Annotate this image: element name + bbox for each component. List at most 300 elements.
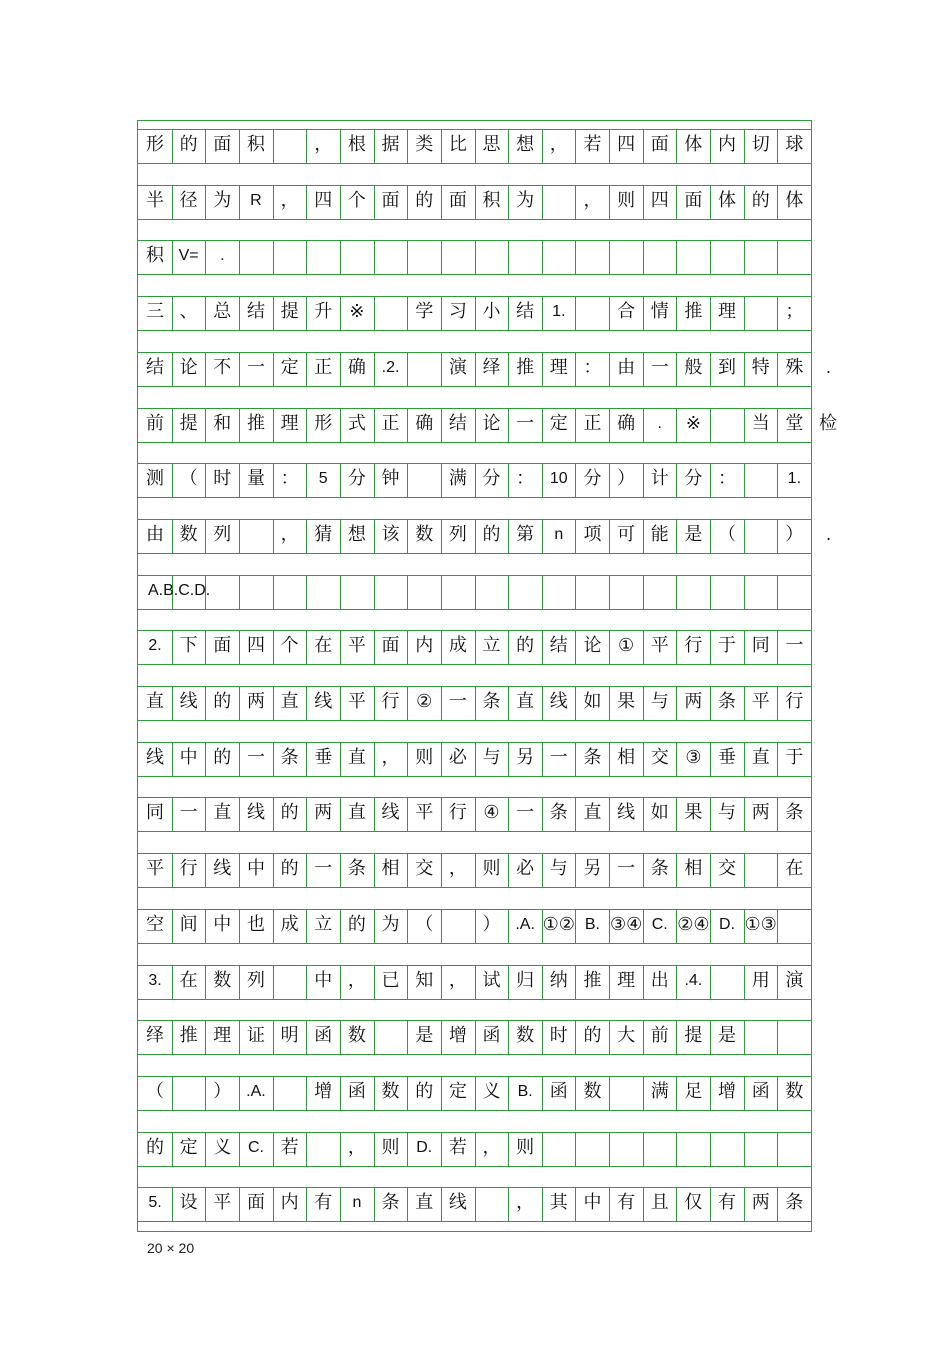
grid-cell-text: 间 <box>179 913 198 935</box>
outside-period-mark: . <box>826 523 832 544</box>
grid-cell-text: C. <box>247 1138 264 1156</box>
grid-line <box>777 240 778 274</box>
grid-cell-text: 理 <box>617 969 636 991</box>
grid-cell-text: 直 <box>415 1192 434 1214</box>
grid-cell-text: 情 <box>650 301 669 323</box>
grid-line <box>542 575 543 609</box>
grid-cell-text: 3. <box>148 971 162 989</box>
grid-cell-text: 行 <box>381 691 400 712</box>
grid-size-label: 20 × 20 <box>147 1240 195 1256</box>
grid-cell-text: 平 <box>213 1192 232 1214</box>
grid-cell-text: 面 <box>684 189 703 211</box>
grid-cell-text: 总 <box>213 301 232 323</box>
grid-cell-text: ， <box>347 969 366 991</box>
grid-cell-text: 结 <box>146 356 164 378</box>
grid-cell-text: 切 <box>751 134 770 155</box>
grid-line <box>609 575 610 609</box>
grid-line <box>138 274 811 275</box>
grid-line <box>138 720 811 721</box>
grid-cell-text: 知 <box>415 969 434 991</box>
grid-cell-text: 推 <box>583 969 602 991</box>
grid-cell-text: 函 <box>751 1080 770 1102</box>
grid-cell-text: ③ <box>685 746 702 768</box>
grid-line <box>273 240 274 274</box>
grid-cell-text: D. <box>719 915 736 933</box>
grid-line <box>676 1132 677 1166</box>
grid-cell-text: A.B.C.D. <box>148 581 211 599</box>
grid-cell-text: 则 <box>482 858 501 880</box>
grid-cell-text: 结 <box>549 635 568 657</box>
grid-cell-text: 条 <box>549 802 568 824</box>
grid-cell-text: 结 <box>246 301 265 323</box>
grid-cell-text: 中 <box>213 913 232 935</box>
grid-cell-text: ， <box>280 189 299 211</box>
grid-cell-text: 积 <box>246 134 265 155</box>
grid-cell-text: 于 <box>718 635 737 657</box>
grid-line <box>138 219 811 220</box>
grid-cell-text: 是 <box>415 1025 434 1047</box>
grid-line <box>138 442 811 443</box>
grid-cell-text: 内 <box>718 134 737 155</box>
grid-cell-text: 空 <box>146 913 164 935</box>
grid-line <box>508 240 509 274</box>
grid-cell-text: ： <box>280 468 299 490</box>
grid-cell-text: ： <box>516 468 535 490</box>
grid-line <box>306 575 307 609</box>
grid-cell-text: 线 <box>314 691 333 712</box>
grid-cell-text: 理 <box>280 412 299 434</box>
grid-cell-text: .A. <box>246 1082 266 1100</box>
grid-line <box>609 240 610 274</box>
grid-cell-text: 相 <box>684 858 703 880</box>
grid-cell-text: n <box>352 1194 362 1212</box>
grid-cell-text: 径 <box>179 189 198 211</box>
grid-cell-text: 根 <box>347 134 366 155</box>
grid-cell-text: 半 <box>146 189 164 211</box>
grid-cell-text: 于 <box>785 746 804 768</box>
grid-cell-text: 条 <box>718 691 737 712</box>
grid-cell-text: 立 <box>482 635 501 657</box>
grid-cell-text: 条 <box>381 1192 400 1214</box>
grid-cell-text: 交 <box>415 858 434 880</box>
grid-cell-text: 义 <box>482 1080 501 1102</box>
grid-cell-text: 殊 <box>785 356 804 378</box>
grid-line <box>138 1054 811 1055</box>
grid-cell-text: 直 <box>146 691 164 712</box>
grid-cell-text: 在 <box>179 969 198 991</box>
grid-cell-text: B. <box>517 1082 533 1100</box>
grid-cell-text: 第 <box>516 523 535 545</box>
grid-cell-text: ： <box>718 468 737 490</box>
grid-cell-text: 演 <box>448 356 467 378</box>
grid-line <box>138 776 811 777</box>
grid-cell-text: 满 <box>650 1080 669 1102</box>
grid-cell-text: 相 <box>381 858 400 880</box>
grid-cell-text: 猜 <box>314 523 333 545</box>
grid-cell-text: 面 <box>650 134 669 155</box>
grid-cell-text: ） <box>617 468 636 490</box>
grid-cell-text: ， <box>314 134 333 155</box>
grid-line <box>710 575 711 609</box>
grid-cell-text: 线 <box>381 802 400 824</box>
grid-cell-text: 面 <box>381 189 400 211</box>
grid-cell-text: ① <box>618 635 635 657</box>
grid-cell-text: 行 <box>179 858 198 880</box>
grid-cell-text: ， <box>448 858 467 880</box>
grid-cell-text: 两 <box>751 802 770 824</box>
grid-cell-text: 一 <box>516 412 535 434</box>
grid-cell-text: 交 <box>718 858 737 880</box>
grid-line <box>407 575 408 609</box>
grid-cell-text: 条 <box>583 746 602 768</box>
grid-cell-text: 理 <box>549 356 568 378</box>
grid-cell-text: 的 <box>146 1136 164 1158</box>
grid-line <box>138 1166 811 1167</box>
grid-cell-text: 当 <box>751 412 770 434</box>
grid-line <box>138 664 811 665</box>
grid-cell-text: 推 <box>246 412 265 434</box>
grid-line <box>676 240 677 274</box>
grid-cell-text: 垂 <box>314 746 333 768</box>
grid-cell-text: 比 <box>448 134 467 155</box>
grid-cell-text: 则 <box>516 1136 535 1158</box>
grid-cell-text: 的 <box>347 913 366 935</box>
grid-cell-text: 的 <box>280 858 299 880</box>
grid-cell-text: 条 <box>785 802 804 824</box>
grid-cell-text: 线 <box>448 1192 467 1214</box>
grid-line <box>777 575 778 609</box>
grid-cell-text: 的 <box>482 523 501 545</box>
grid-cell-text: 同 <box>751 635 770 657</box>
grid-cell-text: 增 <box>448 1025 467 1047</box>
grid-cell-text: 的 <box>583 1025 602 1047</box>
grid-cell-text: 由 <box>146 523 164 545</box>
grid-cell-text: 前 <box>650 1025 669 1047</box>
grid-cell-text: 的 <box>415 1080 434 1102</box>
grid-cell-text: ， <box>583 189 602 211</box>
grid-cell-text: 到 <box>718 356 737 378</box>
grid-cell-text: R <box>250 191 262 209</box>
grid-cell-text: 平 <box>415 802 434 824</box>
grid-cell-text: 绎 <box>146 1025 164 1047</box>
grid-cell-text: ， <box>549 134 568 155</box>
grid-line <box>138 1221 811 1222</box>
grid-cell-text: 线 <box>246 802 265 824</box>
grid-cell-text: 直 <box>213 802 232 824</box>
grid-cell-text: 5. <box>148 1194 162 1212</box>
grid-cell-text: 一 <box>448 691 467 712</box>
grid-cell-text: 中 <box>583 1192 602 1214</box>
grid-cell-text: 试 <box>482 969 501 991</box>
grid-cell-text: 在 <box>314 635 333 657</box>
grid-cell-text: 前 <box>146 412 164 434</box>
grid-cell-text: 是 <box>718 1025 737 1047</box>
grid-cell-text: 式 <box>347 412 366 434</box>
grid-line <box>643 1132 644 1166</box>
grid-line <box>475 575 476 609</box>
grid-cell-text: 直 <box>751 746 770 768</box>
grid-line <box>138 386 811 387</box>
grid-cell-text: 两 <box>684 691 703 712</box>
grid-cell-text: 理 <box>718 301 737 323</box>
grid-line <box>542 240 543 274</box>
grid-cell-text: 的 <box>213 691 232 712</box>
grid-cell-text: 提 <box>179 412 198 434</box>
grid-cell-text: . <box>220 247 225 265</box>
grid-cell-text: 量 <box>246 468 265 490</box>
grid-cell-text: 有 <box>314 1192 333 1214</box>
grid-cell-text: 条 <box>280 746 299 768</box>
grid-cell-text: 如 <box>583 691 602 712</box>
grid-cell-text: 的 <box>751 189 770 211</box>
grid-cell-text: 有 <box>718 1192 737 1214</box>
grid-cell-text: ③④ <box>609 913 643 935</box>
grid-cell-text: 面 <box>213 134 232 155</box>
grid-line <box>273 575 274 609</box>
grid-cell-text: 定 <box>280 356 299 378</box>
grid-cell-text: 平 <box>650 635 669 657</box>
grid-cell-text: 必 <box>448 746 467 768</box>
grid-cell-text: 推 <box>684 301 703 323</box>
grid-cell-text: 有 <box>617 1192 636 1214</box>
grid-cell-text: 一 <box>246 746 265 768</box>
grid-line <box>575 575 576 609</box>
grid-cell-text: 中 <box>179 746 198 768</box>
grid-cell-text: （ <box>718 523 737 545</box>
grid-cell-text: 列 <box>246 969 265 991</box>
grid-cell-text: ） <box>482 913 501 935</box>
grid-cell-text: 若 <box>583 134 602 155</box>
grid-cell-text: 同 <box>146 802 164 824</box>
grid-cell-text: ） <box>785 523 804 545</box>
grid-cell-text: 直 <box>516 691 535 712</box>
grid-cell-text: ， <box>482 1136 501 1158</box>
grid-cell-text: （ <box>415 913 434 935</box>
grid-cell-text: 5 <box>318 470 328 488</box>
grid-line <box>340 240 341 274</box>
grid-cell-text: 行 <box>785 691 804 712</box>
grid-cell-text: 已 <box>381 969 400 991</box>
grid-cell-text: 小 <box>482 301 501 323</box>
grid-cell-text: 成 <box>280 913 299 935</box>
grid-cell-text: 义 <box>213 1136 232 1158</box>
grid-cell-text: 则 <box>415 746 434 768</box>
writing-grid-sheet <box>137 120 837 1232</box>
grid-cell-text: 一 <box>785 635 804 657</box>
grid-cell-text: 形 <box>314 412 333 434</box>
grid-cell-text: 数 <box>516 1025 535 1047</box>
grid-cell-text: 数 <box>179 523 198 545</box>
grid-cell-text: 能 <box>650 523 669 545</box>
grid-cell-text: 必 <box>516 858 535 880</box>
grid-cell-text: 直 <box>347 802 366 824</box>
grid-cell-text: 条 <box>650 858 669 880</box>
grid-cell-text: ①② <box>542 913 575 935</box>
grid-line <box>676 575 677 609</box>
grid-cell-text: 正 <box>381 412 400 434</box>
grid-cell-text: 项 <box>583 523 602 545</box>
grid-cell-text: 证 <box>246 1025 265 1047</box>
grid-line <box>441 575 442 609</box>
grid-line <box>475 240 476 274</box>
grid-cell-text: 三 <box>146 301 164 323</box>
grid-cell-text: 两 <box>246 691 265 712</box>
grid-cell-text: 若 <box>280 1136 299 1158</box>
grid-cell-text: 测 <box>146 468 164 490</box>
grid-line <box>138 831 811 832</box>
grid-cell-text: 特 <box>751 356 770 378</box>
grid-cell-text: 为 <box>516 189 535 211</box>
grid-cell-text: 分 <box>684 468 703 490</box>
grid-cell-text: 面 <box>448 189 467 211</box>
grid-cell-text: 正 <box>314 356 333 378</box>
grid-cell-text: 的 <box>213 746 232 768</box>
grid-cell-text: 平 <box>751 691 770 712</box>
grid-cell-text: 形 <box>146 134 164 155</box>
grid-cell-text: 内 <box>280 1192 299 1214</box>
grid-cell-text: 线 <box>617 802 636 824</box>
grid-cell-text: 平 <box>347 635 366 657</box>
grid-cell-text: 由 <box>617 356 636 378</box>
grid-cell-text: 两 <box>314 802 333 824</box>
grid-cell-text: 果 <box>617 691 636 712</box>
grid-cell-text: 列 <box>213 523 232 545</box>
grid-cell-text: 条 <box>482 691 501 712</box>
grid-cell-text: 函 <box>314 1025 333 1047</box>
grid-cell-text: .4. <box>684 971 703 989</box>
grid-cell-text: 时 <box>213 468 232 490</box>
grid-cell-text: 增 <box>718 1080 737 1102</box>
grid-line <box>744 575 745 609</box>
grid-cell-text: 明 <box>280 1025 299 1047</box>
grid-cell-text: 行 <box>448 802 467 824</box>
grid-cell-text: 提 <box>684 1025 703 1047</box>
grid-cell-text: 检 <box>819 412 837 434</box>
grid-line <box>744 240 745 274</box>
grid-cell-text: 纳 <box>549 969 568 991</box>
grid-cell-text: ④ <box>483 802 500 824</box>
grid-cell-text: ， <box>448 969 467 991</box>
grid-cell-text: ， <box>516 1192 535 1214</box>
grid-cell-text: 直 <box>347 746 366 768</box>
grid-cell-text: 该 <box>381 523 400 545</box>
grid-cell-text: B. <box>584 915 600 933</box>
grid-cell-text: 的 <box>516 635 535 657</box>
grid-cell-text: 与 <box>549 858 568 880</box>
grid-cell-text: 时 <box>549 1025 568 1047</box>
grid-cell-text: 函 <box>347 1080 366 1102</box>
grid-cell-text: 大 <box>617 1025 636 1047</box>
grid-cell-text: 论 <box>583 635 602 657</box>
grid-cell-text: 据 <box>381 134 400 155</box>
grid-line <box>138 497 811 498</box>
grid-cell-text: 另 <box>583 858 602 880</box>
grid-cell-text: ， <box>280 523 299 545</box>
grid-cell-text: 计 <box>650 468 669 490</box>
grid-cell-text: 确 <box>347 356 366 378</box>
grid-cell-text: 用 <box>751 969 770 991</box>
grid-cell-text: 线 <box>179 691 198 712</box>
grid-cell-text: 2. <box>148 637 162 655</box>
grid-cell-text: 体 <box>785 189 804 211</box>
grid-cell-text: 升 <box>314 301 333 323</box>
grid-cell-text: 绎 <box>482 356 501 378</box>
grid-cell-text: 且 <box>650 1192 669 1214</box>
grid-cell-text: 中 <box>246 858 265 880</box>
grid-cell-text: 的 <box>179 134 198 155</box>
grid-line <box>508 575 509 609</box>
grid-line <box>306 240 307 274</box>
grid-cell-text: 个 <box>280 635 299 657</box>
grid-cell-text: 类 <box>415 134 434 155</box>
grid-cell-text: 想 <box>516 134 535 155</box>
grid-cell-text: ： <box>583 356 602 378</box>
grid-cell-text: 积 <box>146 245 164 267</box>
grid-cell-text: 数 <box>415 523 434 545</box>
grid-cell-text: ※ <box>349 301 365 323</box>
grid-cell-text: 定 <box>549 412 568 434</box>
grid-cell-text: ②④ <box>677 913 710 935</box>
grid-cell-text: 体 <box>684 134 703 155</box>
grid-cell-text: 条 <box>785 1192 804 1214</box>
grid-cell-text: .A. <box>515 915 535 933</box>
grid-cell-text: 定 <box>448 1080 467 1102</box>
grid-cell-text: 分 <box>482 468 501 490</box>
grid-cell-text: 线 <box>146 746 164 768</box>
grid-cell-text: 的 <box>415 189 434 211</box>
grid-cell-text: C. <box>651 915 668 933</box>
grid-cell-text: 四 <box>650 189 669 211</box>
grid-cell-text: 论 <box>179 356 198 378</box>
grid-line <box>340 575 341 609</box>
grid-cell-text: 内 <box>415 635 434 657</box>
grid-cell-text: 合 <box>617 301 636 323</box>
grid-cell-text: 钟 <box>381 468 400 490</box>
grid-cell-text: 推 <box>516 356 535 378</box>
grid-cell-text: 不 <box>213 356 232 378</box>
grid-cell-text: 与 <box>650 691 669 712</box>
grid-cell-text: 想 <box>347 523 366 545</box>
grid-cell-text: 面 <box>213 635 232 657</box>
grid-cell-text: 的 <box>280 802 299 824</box>
grid-cell-text: ） <box>213 1080 232 1102</box>
grid-line <box>138 999 811 1000</box>
grid-line <box>710 1132 711 1166</box>
grid-cell-text: 如 <box>650 802 669 824</box>
grid-cell-text: 下 <box>179 635 198 657</box>
grid-cell-text: 为 <box>213 189 232 211</box>
grid-cell-text: 两 <box>751 1192 770 1214</box>
grid-cell-text: 一 <box>314 858 333 880</box>
outside-period-mark: . <box>826 356 832 377</box>
grid-cell-text: 、 <box>179 301 198 323</box>
grid-cell-text: 和 <box>213 412 232 434</box>
grid-line <box>138 609 811 610</box>
grid-cell-text: 1. <box>787 470 802 488</box>
grid-line <box>138 163 811 164</box>
grid-cell-text: 相 <box>617 746 636 768</box>
grid-line <box>374 575 375 609</box>
grid-line <box>744 1132 745 1166</box>
grid-cell-text: 一 <box>246 356 265 378</box>
grid-cell-text: 四 <box>617 134 636 155</box>
grid-cell-text: 确 <box>415 412 434 434</box>
grid-cell-text: 提 <box>280 301 299 323</box>
grid-cell-text: 个 <box>347 189 366 211</box>
grid-cell-text: 线 <box>213 858 232 880</box>
grid-cell-text: 平 <box>146 858 164 880</box>
grid-line <box>138 1110 811 1111</box>
